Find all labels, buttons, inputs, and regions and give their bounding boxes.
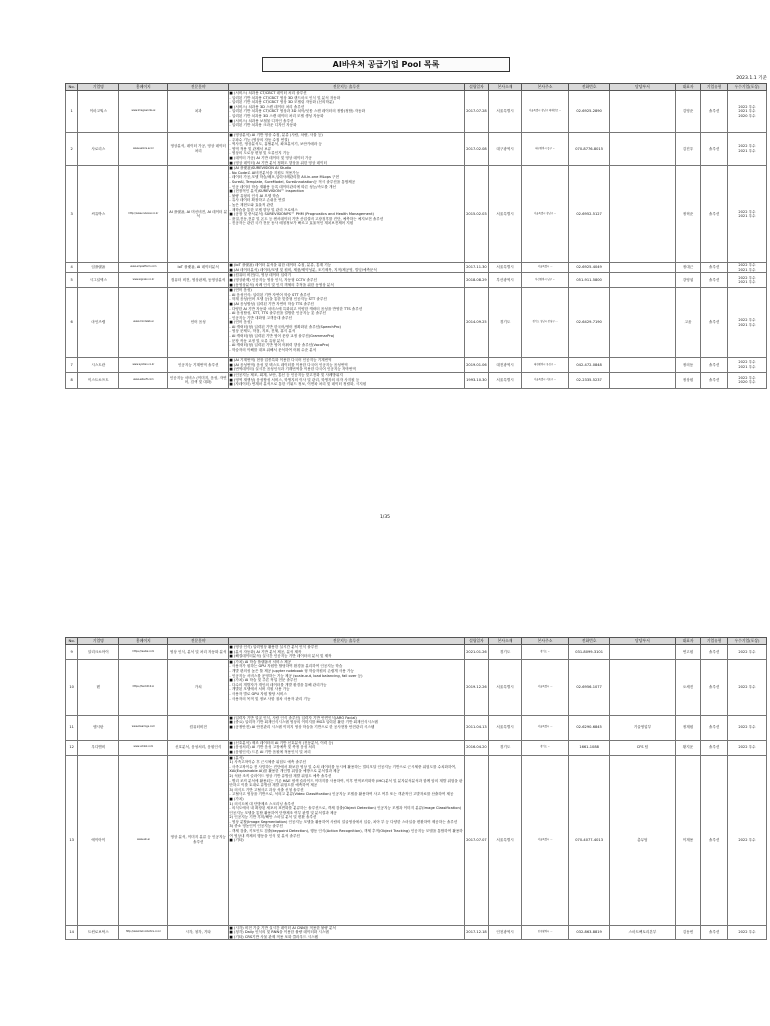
phone-cell: 02-6956-1077: [569, 659, 610, 715]
company-name-cell: 에이아이: [78, 755, 119, 925]
hq-region-cell: 경기도: [489, 740, 522, 755]
department-cell: [610, 659, 676, 715]
solution-description-cell: ■ (컴퓨터 비전)디, 영상 데이터 입력기 ■ (영상판제) 인공지능 영상 인식, 자동형 CCTV 솔루션 ■ (동영상분석) 차례 인식 및 인지 객체의 추적을 위한 동영상 분석: [228, 273, 464, 288]
table-row: [66, 715, 767, 740]
specialty-cell: 치과: [168, 91, 228, 133]
company-name-cell: 이마고웍스: [78, 91, 119, 133]
solution-description-cell: ■ (AI 기계번역) 현장 업종특화 이용한 다국어 인공지능 기계번역 ■ (AI 음성번역) 음성 및 텍스트 데이터를 이용한 다국어 인공지능 음성번역 ■ (번역데이터) 실시간 음성인식과 기계번역을 이용한 다국어 인공지능 자막번역: [228, 358, 464, 373]
row-number-cell: 11: [66, 715, 78, 740]
specialty-cell: 컴퓨터 비전, 영상판제, 동영상분석: [168, 273, 228, 288]
company-type-cell: 솔루션: [701, 645, 728, 660]
founded-date-cell: 2011.04.13: [464, 715, 489, 740]
phone-cell: 070-8776-8015: [569, 133, 610, 166]
table-row: [66, 755, 767, 925]
column-header-department: 담당부서: [610, 638, 676, 645]
specialty-cell: IoT 플랫폼, AI 데이터분석: [168, 263, 228, 273]
row-number-cell: 1: [66, 91, 78, 133]
company-type-cell: 솔루션: [701, 358, 728, 373]
homepage-cell[interactable]: http://www.twinrobotics.co.kr: [119, 925, 168, 940]
founded-date-cell: 2021.01.26: [464, 645, 489, 660]
page-number: 1/35: [379, 515, 391, 520]
row-number-cell: 6: [66, 288, 78, 358]
row-number-cell: 4: [66, 263, 78, 273]
company-type-cell: 솔루션: [701, 925, 728, 940]
table-row: [66, 925, 767, 940]
company-type-cell: 솔루션: [701, 659, 728, 715]
department-cell: [610, 358, 676, 373]
founded-date-cell: 2019.12.26: [464, 659, 489, 715]
homepage-cell[interactable]: www.klearlogs.com: [119, 715, 168, 740]
founded-date-cell: 2017.02.08: [464, 133, 489, 166]
solution-description-cell: ■ (신호분석) 제조 데이터의 AI 기반 신호분석 (진동분석, 이력 등) ■ (음성처리) AI 기반 음성 고장예측 및 측정 음성 처리 ■ (음원인식) 드론 AI 기반 음원에 적용인식 및 처리: [228, 740, 464, 755]
homepage-cell[interactable]: www.signalx.co.kr: [119, 273, 168, 288]
company-name-cell: 트윈로보틱스: [78, 925, 119, 940]
phone-cell: 1661-1088: [569, 740, 610, 755]
specialty-cell: AI 플랫폼, AI 머신비전, AI 데이터 분석: [168, 166, 228, 263]
company-type-cell: 솔루션: [701, 273, 728, 288]
column-header-solution-description: 전문지능 솔루션: [228, 84, 464, 91]
department-cell: [610, 133, 676, 166]
excellence-award-cell: 2022 우수 2021 우수 2020 우수: [727, 91, 766, 133]
solution-description-cell: ■ (입력자 기반 얼굴 인식, 사람 인식 솔루션) 입력자 기반 안면인식(ARO Facial) ■ (중요) 입력자 기반 회재인식시스템 영상의 이미지를 MG3 입력된 활한 기반 회재인식시스템 ■ (공정안전) AI 안전관리 시스템 이미지 영상 학습을 기반으로 한 공사현장 안전관리 시스템: [228, 715, 464, 740]
column-header-hq-address: 본사주소: [522, 638, 569, 645]
company-name-cell: 이스트소프트: [78, 372, 119, 388]
homepage-cell[interactable]: http://www.cuboxai.co.kr: [119, 166, 168, 263]
row-number-cell: 14: [66, 925, 78, 940]
phone-cell: 02-6290-6845: [569, 715, 610, 740]
department-cell: 기술영업부: [610, 715, 676, 740]
ceo-cell: 김동빈: [675, 925, 701, 940]
solution-description-cell: ■ (시각) 비전 기술 기반 실시간 데이터 AI CNN을 적용한 불량 분석 ■ (청각) Daily 인식의 및 RNN을 이용한 불량 데이터화 시스템 ■ (기타) CRS기반 사물 관제 적용 포화 클라우드 시스템: [228, 925, 464, 940]
column-header-row-number: No.: [66, 84, 78, 91]
company-type-cell: 솔루션: [701, 133, 728, 166]
row-number-cell: 2: [66, 133, 78, 166]
company-type-cell: 솔루션: [701, 166, 728, 263]
company-name-cell: 시스트란: [78, 358, 119, 373]
hq-region-cell: 경기도: [489, 288, 522, 358]
date-note: 2023.1.1 기준: [736, 76, 767, 81]
solution-description-cell: ■ (서비스) 치과용 CT/CBCT 데이터 처리 솔루션 - 입력된 기반 치과용 CT/CBCT 영상 3D 랜드마크 인식 및 분석 자동화 - 입력된 기반 치과용 CT/CBCT 영상 3D 모델링 자동화 (신의학분) ■ (서비스) 치과용 3D 스캔 데이터 처리 솔루션 - 입력된 기반 치과용 CT/CBCT 영상과 3D 치아/잇몸 스캔 데이터의 정합(정합) 자동화 - 입력된 기반 치과용 3D 스캔 데이터 처리 모델 생성 자동화 ■ (서비스) 치과용 보철물 디자인 솔루션 - 입력된 기반 치과용 크라운 디자인 자동화: [228, 91, 464, 133]
excellence-award-cell: 2022 우수 2021 우수: [727, 263, 766, 273]
phone-cell: 02-6429-7190: [569, 288, 610, 358]
column-header-specialty: 전문분야: [168, 638, 228, 645]
column-header-company-type: 기업유형: [701, 638, 728, 645]
company-type-cell: 솔루션: [701, 372, 728, 388]
company-name-cell: 우디엔비: [78, 740, 119, 755]
solution-description-cell: ■ (영상 인식) 입력영상 활용한 실시간 분석 인식 솔루션 ■ (분석 자동화) AI 기반 분석 제공, 분석 제작 ■ (해결데이터분석) 실시간 인공지능 기반 데이터의 분석 및 제작: [228, 645, 464, 660]
company-name-cell: 사로리스: [78, 133, 119, 166]
page-2: [0, 520, 770, 1026]
hq-address-cell: 서울특별시 서초구 ...: [522, 372, 569, 388]
homepage-cell[interactable]: www.saloris.ac.kr: [119, 133, 168, 166]
specialty-cell: 인공지능 기계번역 솔루션: [168, 358, 228, 373]
hq-region-cell: 서울특별시: [489, 91, 522, 133]
table-header-row: [66, 638, 767, 645]
column-header-company-name: 기업명: [78, 638, 119, 645]
column-header-hq-region: 본사소재: [489, 638, 522, 645]
column-header-homepage: 홈페이지: [119, 84, 168, 91]
row-number-cell: 7: [66, 358, 78, 373]
phone-cell: 042-472-0848: [569, 358, 610, 373]
phone-cell: 051-911-5800: [569, 273, 610, 288]
founded-date-cell: 2016.04.20: [464, 740, 489, 755]
column-header-department: 담당부서: [610, 84, 676, 91]
solution-description-cell: ■ (인공지능 제조, 회계, 보안, 통신 등 인공지능 맞고전화 및 사례방위지 ■ (영역 재생성) 음성합성 서비스, 학생지의 이사 및 관리, 학생자의 의자 사지원 등 ■ (자데이터) 연계마 분석으로 통한 키워드 정보, 이면파 처리 및 데이터 정렬화, 시지원: [228, 372, 464, 388]
supplier-table-page-2: [65, 637, 767, 940]
department-cell: [610, 645, 676, 660]
ceo-cell: 정혁준: [675, 166, 701, 263]
ceo-cell: 정재원: [675, 715, 701, 740]
ceo-cell: 정대근: [675, 263, 701, 273]
company-type-cell: 솔루션: [701, 288, 728, 358]
company-name-cell: 임플랫폼: [78, 263, 119, 273]
hq-address-cell: 서울특별시 ...: [522, 755, 569, 925]
hq-address-cell: 부산광역시 남구 ...: [522, 273, 569, 288]
hq-region-cell: 부산광역시: [489, 273, 522, 288]
row-number-cell: 12: [66, 740, 78, 755]
ceo-cell: 김진우: [675, 133, 701, 166]
homepage-cell[interactable]: www.empiatform.com: [119, 263, 168, 273]
ceo-cell: 고윤: [675, 288, 701, 358]
excellence-award-cell: 2022 우수 2020 우수: [727, 372, 766, 388]
excellence-award-cell: 2022 우수 2021 우수: [727, 166, 766, 263]
hq-address-cell: 경기도 ...: [522, 645, 569, 660]
hq-address-cell: 경기도 ...: [522, 740, 569, 755]
department-cell: CFS 팀: [610, 740, 676, 755]
solution-description-cell: ■ (AI 플랫폼)SUREVISION AI Studio - No Code로 AI비전분석을 지원도 적용가능 - 데이터 가공,모델 학습/배포,입력사례관리를 All-in-one MLops 구현 - SureAI, Template, SureModel, SureAnnotation등 적시 솔루션을 통합제공 - 인공 데이터 학습 재활용 등록 데이터관리에 따른 성능/속도를 개선 ■ (현장적인 분석)SUREVISION™ inspection - 불량 유형의 인식 AI 모델 학습 - 유사 데이터 확장하고 손쉬운 연결 - 높은 재현도와 효율적 관련 - 재학습을 통한 모델 향상 및 관리 프로세스 ■ (공장 및 중서분석) SUREVISIONPS™ PHM (Prognostics and Health Management) - 품질,진동,전류 및 온도 등 센서데이터 기반 산업설비 고장징후를 진단, 예측하는 예지보전 솔루션 - 진공자는 관련 국가 전문 동사 매칭정보가 빠르고 효율적인 재치보전제어 지원: [228, 166, 464, 263]
phone-cell: 070-4077-4013: [569, 755, 610, 925]
excellence-award-cell: 2022 우수 2021 우수: [727, 273, 766, 288]
table-header-row: [66, 84, 767, 91]
specialty-cell: 가치: [168, 659, 228, 715]
column-header-row-number: No.: [66, 638, 78, 645]
solution-description-cell: ■ (가치) AI 학습 플랫폼서 서비스 제공 - 사용자가 원하는 GPU 자원만 할당하여 환경을 분리하여 인공지능 학습 - 개발 편의성 높은 툴 제공 jupyter notebook 형 학습자원의 손쉽게 사용 가능 - 인공지능 서비스를 운영하는 기능 제공 (scale-out, load balancing, fail over 등) ■ (가치) AI 학습 및 추론 작업 전문 솔루션 - 다수의 개발자가 개인의 데이터를 개발 환경을 통해 관리가능 - 개발된 모델에서 서버 지원 사용 가능 - 사용자 별로 GPU 자원 할당 서비스 - 사용자의 목적 및 정보 사항 절차 사용자 관리 기능: [228, 659, 464, 715]
solution-description-cell: ■ (언어 음성) - AI 음성인식: 입력된 기반 자연어 학습 STT 솔루션 - 학계 음성(언어 모델 등)을 통한 맞춤형 인공지능 STT 솔루션 ■ (AI 음성합성) 입력된 기반 자연어 학습 TTS 솔루션 - 다양한 AI 기반 자동화 서비스에 특화되고 이양한 캐릭터 음성을 반영한 TTS 솔루션 - AI 음성합성, STT, TTS 솔루션을 결합한 인공지능 봇 솔루션 - 인공지능 기반 대화형 고객응대 솔루션 ■ (언어 음성) - AI 캐릭터(형) 입력된 기반 한국어/영어 정확화된 솔루션(SpeechPro) - 영상 문제도, 학점, 지표, 진채, 휴식 분석 - AI 캐릭터(형) 입력된 기반 영어 문장 교정 솔루션(GrammarPro) - 문장 작동 교정 및 오류 유형 분석 - AI 캐릭터(형) 입력된 기반 영어 어휘력 향상 솔루션(VocaPro) - 학습자의 이해를 대표 위해서 문석하여 어휘 수준 분석: [228, 288, 464, 358]
company-name-cell: 마인즈랩: [78, 288, 119, 358]
ceo-cell: 강영섭: [675, 273, 701, 288]
department-cell: 총무팀: [610, 755, 676, 925]
excellence-award-cell: 2022 우수: [727, 715, 766, 740]
company-type-cell: 솔루션: [701, 740, 728, 755]
phone-cell: 02-2335-5237: [569, 372, 610, 388]
row-number-cell: 9: [66, 645, 78, 660]
hq-region-cell: 인천광역시: [489, 925, 522, 940]
company-type-cell: 솔루션: [701, 715, 728, 740]
hq-address-cell: 서울특별시 강남구 테헤란로 ...: [522, 91, 569, 133]
founded-date-cell: 2019.01.06: [464, 358, 489, 373]
specialty-cell: 언어 음성: [168, 288, 228, 358]
phone-cell: 02-6952-5127: [569, 166, 610, 263]
column-header-phone: 전화번호: [569, 84, 610, 91]
excellence-award-cell: 2022 우수: [727, 755, 766, 925]
solution-description-cell: ■ (IoT 플랫폼) 데이터 분석을 위한 데이터 수집, 분류, 통계 기능 ■ (AI 데이터분석) 데이터/모델 및 원비, 제품/제약성분, 조기제목, 지적/제공영, 빌딩/예측문석: [228, 263, 464, 273]
hq-address-cell: 서울특별시 ...: [522, 659, 569, 715]
founded-date-cell: 1993.10.30: [464, 372, 489, 388]
table-row: [66, 740, 767, 755]
excellence-award-cell: 2022 우수: [727, 645, 766, 660]
ceo-cell: 김영준: [675, 91, 701, 133]
column-header-hq-region: 본사소재: [489, 84, 522, 91]
hq-region-cell: 서울특별시: [489, 659, 522, 715]
column-header-company-type: 기업유형: [701, 84, 728, 91]
company-type-cell: 솔루션: [701, 91, 728, 133]
company-name-cell: 알리크소아이: [78, 645, 119, 660]
homepage-cell[interactable]: www.aiii.ai: [119, 755, 168, 925]
row-number-cell: 5: [66, 273, 78, 288]
homepage-cell[interactable]: www.imagoworks.ai: [119, 91, 168, 133]
company-name-cell: 시그널엑스: [78, 273, 119, 288]
homepage-cell[interactable]: https://leadai.com: [119, 645, 168, 660]
hq-address-cell: 서울특별시 강남구 ...: [522, 166, 569, 263]
table-row: [66, 263, 767, 273]
company-name-cell: 엠시탄: [78, 715, 119, 740]
row-number-cell: 10: [66, 659, 78, 715]
department-cell: 스마트팩토리본부: [610, 925, 676, 940]
department-cell: [610, 91, 676, 133]
specialty-cell: 신호분석, 음성처리, 음원인식: [168, 740, 228, 755]
column-header-phone: 전화번호: [569, 638, 610, 645]
specialty-cell: 영상 인식, 분석 및 처리 자동화 분석: [168, 645, 228, 660]
excellence-award-cell: 2022 우수: [727, 740, 766, 755]
company-name-cell: 텐: [78, 659, 119, 715]
table-row: [66, 288, 767, 358]
table-row: [66, 273, 767, 288]
specialty-cell: 영상분석, 데이터 가공, 영상 데이터 처리: [168, 133, 228, 166]
ceo-cell: 황지운: [675, 740, 701, 755]
column-header-excellence-award: 우수기업(포상): [727, 84, 766, 91]
column-header-solution-description: 전문지능 솔루션: [228, 638, 464, 645]
specialty-cell: 컴퓨터비전: [168, 715, 228, 740]
homepage-cell[interactable]: www.systran.co.kr: [119, 358, 168, 373]
company-type-cell: 솔루션: [701, 755, 728, 925]
hq-address-cell: 경기도 성남시 분당구 ...: [522, 288, 569, 358]
supplier-table-page-1: [65, 83, 767, 389]
hq-address-cell: 대전광역시 유성구 ...: [522, 358, 569, 373]
phone-cell: 02-6925-4049: [569, 263, 610, 273]
ceo-cell: 오세진: [675, 659, 701, 715]
table-row: [66, 133, 767, 166]
column-header-company-name: 기업명: [78, 84, 119, 91]
ceo-cell: 정상원: [675, 372, 701, 388]
hq-address-cell: 인천광역시 ...: [522, 925, 569, 940]
founded-date-cell: 2017.07.28: [464, 91, 489, 133]
column-header-excellence-award: 우수기업(포상): [727, 638, 766, 645]
hq-region-cell: 서울특별시: [489, 715, 522, 740]
column-header-homepage: 홈페이지: [119, 638, 168, 645]
department-cell: [610, 166, 676, 263]
founded-date-cell: 2014.09.25: [464, 288, 489, 358]
column-header-specialty: 전문분야: [168, 84, 228, 91]
phone-cell: 032-863-8819: [569, 925, 610, 940]
hq-address-cell: 대구광역시 동구 ...: [522, 133, 569, 166]
table-row: [66, 659, 767, 715]
hq-region-cell: 서울특별시: [489, 263, 522, 273]
solution-description-cell: ■ (영상분석) AI 기반 영상 수집, 분류 (사람, 차량, 사물 등) - 주파수 기능 (영상의 자동 수집 연결) - 역사진, 영상분석도, 흡혈분석, 좌표분석기, 보안카메라 등 - 영역 적용 및 관제서 보류 - 영상의 도로상 변형 및 오류인지 기능 ■ (데이터 가공) AI 기반 데이터 및 영상 데이터 가공 ■ (영상 데이터) AI 기반 분석 정확도 향상을 위한 영상 데이터: [228, 133, 464, 166]
excellence-award-cell: 2022 우수 2021 우수: [727, 358, 766, 373]
table-body: [66, 645, 767, 940]
table-row: [66, 166, 767, 263]
ceo-cell: 이재용: [675, 755, 701, 925]
row-number-cell: 3: [66, 166, 78, 263]
homepage-cell[interactable]: www.mindslab.ai: [119, 288, 168, 358]
homepage-cell[interactable]: www.udnbk.com: [119, 740, 168, 755]
department-cell: [610, 372, 676, 388]
column-header-founded-date: 설립일자: [464, 84, 489, 91]
specialty-cell: 인공지능 서비스 (이미지, 음성, 자연어, 검색 및 대화): [168, 372, 228, 388]
department-cell: [610, 288, 676, 358]
table-row: [66, 372, 767, 388]
hq-region-cell: 경기도: [489, 645, 522, 660]
hq-address-cell: 서울특별시 ...: [522, 715, 569, 740]
phone-cell: 031-8099-3101: [569, 645, 610, 660]
column-header-ceo: 대표자: [675, 638, 701, 645]
founded-date-cell: 2017.11.30: [464, 263, 489, 273]
excellence-award-cell: 2022 우수: [727, 659, 766, 715]
phone-cell: 02-6925-2890: [569, 91, 610, 133]
solution-description-cell: ■ (분석) 1) 사족고착이슈 후 근시체중 위험도 예측 솔루션 - 사족고착이슈 전 사망하는 진단에서 확보한 영상 및 수치 데이터를 동시에 활용하는 멀티모달 인공지능 기반으로 근시체중 위험도를 수치화하여, XAI(Explainable AI)를 활용한 개인별 위험을 예방으로 분석결과 제공 2) 석탄 조직 슬라이드 영상 기반 유방암 재발 위험도 예측 솔루션 - 병리 조직 분석에 활용되는 기존 H&E 염색 슬라이드 이미지를 사용하여, 이후 면역조직화학 (IHC)분석 및 분자분석분석과 함께 암의 재발 위험을 판단하고 이를 토대로 유방암 재발 위험도를 예측하여 제공 3) 의식도 기반 고혈사고 과상 석출 신청 솔루션 - 고혈사고 영상을 기반으로, 석의고 분류(Video Classification) 인공지능 모델을 활용하여 사고 여부 또는 객관적인 고발자료를 산출하여 제공 ■ (가치) 1) 의식도에 대 단방제조 스크리닝 솔루션 - 의식도에서 내 확장된 세포의 표면화를 분류하는 솔루션으로, 객체 검출(Object Detection) 인공지능 모델과 이미지 분류(Image Classification) 인공지능 모델을 통합 활용하여 단방제조 여부 판별 및 분석결과 제공 2) 인공지능 기반 후미/해안 스마일 분석 및 변환 솔루션 - 영상 분할(Image Segmentation) 인공지능 모델을 활용하여 사람의 얼굴영상에서 입술, 치아 부 등 다양한 스마일을 변환하여 제공하는 솔루션 3) 중소 영농인이 인공지능 솔루션 - 객체 검출, 키포인트 검출(keypoint Detection), 행동 인식(Action Recognition), 객체 추적(Object Tracking) 인공지능 모델을 통합하여 활용하여 영상내 객체의 행동을 인식 및 분석 솔루션 ■ (기타): [228, 755, 464, 925]
founded-date-cell: 2017.07.07: [464, 755, 489, 925]
company-name-cell: 씨유박스: [78, 166, 119, 263]
founded-date-cell: 2017.12.18: [464, 925, 489, 940]
company-type-cell: 솔루션: [701, 263, 728, 273]
column-header-ceo: 대표자: [675, 84, 701, 91]
excellence-award-cell: 2022 우수 2021 우수: [727, 288, 766, 358]
ceo-cell: 연고원: [675, 645, 701, 660]
department-cell: [610, 273, 676, 288]
table-row: [66, 358, 767, 373]
hq-region-cell: 대구광역시: [489, 133, 522, 166]
founded-date-cell: 2015.02.03: [464, 166, 489, 263]
table-row: [66, 645, 767, 660]
excellence-award-cell: 2022 우수: [727, 925, 766, 940]
excellence-award-cell: 2022 우수 2021 우수: [727, 133, 766, 166]
column-header-founded-date: 설립일자: [464, 638, 489, 645]
founded-date-cell: 2018.08.29: [464, 273, 489, 288]
table-row: [66, 91, 767, 133]
column-header-hq-address: 본사주소: [522, 84, 569, 91]
homepage-cell[interactable]: www.estsoft.com: [119, 372, 168, 388]
hq-region-cell: 서울특별시: [489, 372, 522, 388]
specialty-cell: 시각, 청각, 기타: [168, 925, 228, 940]
hq-address-cell: 서울특별시 ...: [522, 263, 569, 273]
row-number-cell: 13: [66, 755, 78, 925]
department-cell: [610, 263, 676, 273]
homepage-cell[interactable]: https://ten1010.io: [119, 659, 168, 715]
hq-region-cell: 대전광역시: [489, 358, 522, 373]
table-body: [66, 91, 767, 389]
document-title: AI바우처 공급기업 Pool 목록: [262, 57, 510, 72]
row-number-cell: 8: [66, 372, 78, 388]
hq-region-cell: 서울특별시: [489, 166, 522, 263]
hq-region-cell: 서울특별시: [489, 755, 522, 925]
ceo-cell: 정의동: [675, 358, 701, 373]
specialty-cell: 영상 분석, 이미지 분류 등 인공지능 솔루션: [168, 755, 228, 925]
